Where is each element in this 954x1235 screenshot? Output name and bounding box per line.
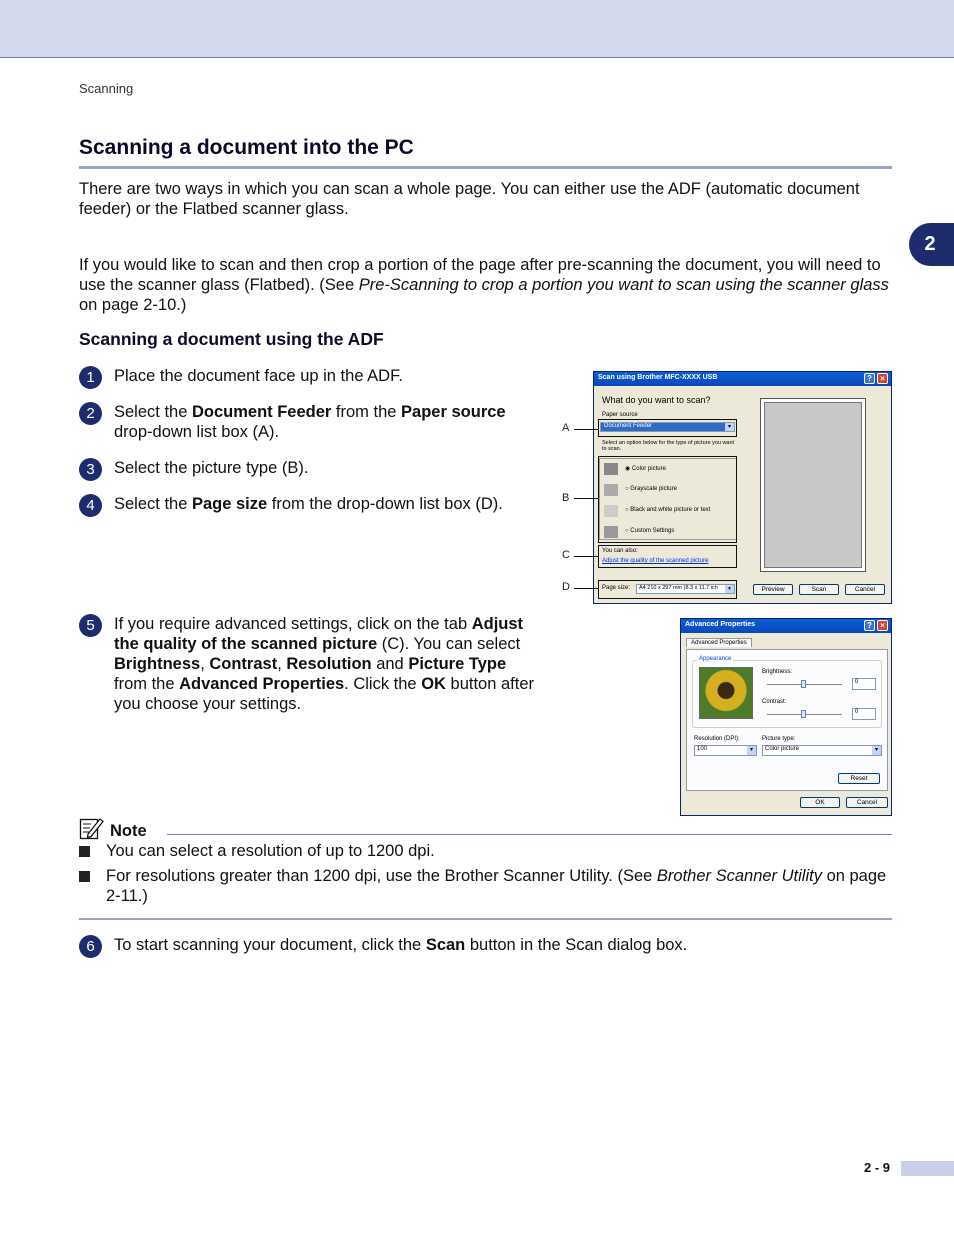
option-color[interactable]: ◉ Color picture <box>625 466 666 472</box>
brightness-slider[interactable] <box>767 684 842 685</box>
resolution-select[interactable]: 100 ▾ <box>694 745 757 756</box>
reset-button[interactable]: Reset <box>838 773 880 784</box>
step-3: 3 Select the picture type (B). <box>79 458 539 478</box>
scan-dialog: Scan using Brother MFC-XXXX USB ? × What do you want to scan? Paper source Document Feeder ▾ Select an option below for the type of picture you want to scan. ◉ Color picture ○ Grayscale picture ○ Black and white picture or text ○ Custom Settings You can also: Adjust the quality of the scanned picture Page size: A4 210 x 297 mm (8.3 x 11.7 ich ▾ Preview Scan Cancel <box>593 371 892 604</box>
step-1: 1 Place the document face up in the ADF. <box>79 366 539 386</box>
contrast-slider[interactable] <box>767 714 842 715</box>
callout-d: D <box>562 581 570 593</box>
contrast-input[interactable]: 0 <box>852 708 876 720</box>
note-item-1: You can select a resolution of up to 1200 dpi. <box>79 841 891 861</box>
footer-bar <box>901 1161 954 1176</box>
close-icon[interactable]: × <box>877 373 888 384</box>
cancel-button[interactable]: Cancel <box>845 584 885 595</box>
callout-frame-b <box>598 456 737 543</box>
header-band <box>0 0 954 58</box>
chevron-down-icon: ▾ <box>872 746 881 755</box>
step-number: 2 <box>79 402 102 425</box>
note-item-2: For resolutions greater than 1200 dpi, use the Brother Scanner Utility. (See Brother Scanner Utility on page 2-11.) <box>79 866 892 906</box>
page-number: 2 - 9 <box>864 1160 891 1175</box>
page-title: Scanning a document into the PC <box>79 136 414 159</box>
leader-c <box>574 556 598 557</box>
slider-thumb <box>801 710 806 718</box>
callout-a: A <box>562 422 570 434</box>
note-pencil-icon <box>79 816 105 840</box>
close-icon[interactable]: × <box>877 620 888 631</box>
step-number: 5 <box>79 614 102 637</box>
callout-frame-c <box>598 545 737 568</box>
step-5: 5 If you require advanced settings, click on the tab Adjust the quality of the scanned picture (C). You can select Brightness, Contrast, Resolution and Picture Type from the Advanced Properties. Click the OK button after you choose your settings. <box>79 614 541 714</box>
option-custom[interactable]: ○ Custom Settings <box>625 528 675 534</box>
breadcrumb: Scanning <box>79 81 134 96</box>
step-6: 6 To start scanning your document, click the Scan button in the Scan dialog box. <box>79 935 779 955</box>
chapter-tab: 2 <box>909 223 954 266</box>
step-number: 6 <box>79 935 102 958</box>
crop-paragraph: If you would like to scan and then crop a portion of the page after pre-scanning the document, you will need to use the scanner glass (Flatbed). (See Pre-Scanning to crop a portion you want to scan using the scanner glass on page 2-10.) <box>79 256 889 314</box>
ok-button[interactable]: OK <box>800 797 840 808</box>
cancel-button[interactable]: Cancel <box>846 797 888 808</box>
help-icon[interactable]: ? <box>864 373 875 384</box>
step-number: 1 <box>79 366 102 389</box>
leader-a <box>574 429 598 430</box>
page-size-select[interactable]: A4 210 x 297 mm (8.3 x 11.7 ich ▾ <box>636 584 735 594</box>
section-heading: Scanning a document using the ADF <box>79 329 384 349</box>
note-end-rule <box>79 918 892 920</box>
step-4: 4 Select the Page size from the drop-down list box (D). <box>79 494 539 514</box>
option-grayscale[interactable]: ○ Grayscale picture <box>625 486 677 492</box>
chevron-down-icon: ▾ <box>725 423 734 431</box>
note-rule <box>167 834 892 835</box>
callout-c: C <box>562 549 570 561</box>
tab-panel: Appearance Brightness: 0 Contrast: 0 Resolution (DPI): 100 ▾ Picture type: Color picture ▾ Reset <box>686 649 888 791</box>
scan-dialog-titlebar: Scan using Brother MFC-XXXX USB ? × <box>594 372 891 386</box>
note-title: Note <box>110 822 147 840</box>
advanced-properties-dialog <box>680 618 892 816</box>
bullet-square-icon <box>79 846 90 857</box>
preview-button[interactable]: Preview <box>753 584 793 595</box>
preview-area <box>760 398 866 572</box>
tab-advanced-properties[interactable]: Advanced Properties <box>686 638 752 647</box>
paper-source-select[interactable]: Document Feeder ▾ <box>600 422 735 432</box>
intro-paragraph: There are two ways in which you can scan a whole page. You can either use the ADF (automatic document feeder) or the Flatbed scanner glass. <box>79 180 860 218</box>
callout-frame-d <box>598 580 737 599</box>
step-2: 2 Select the Document Feeder from the Paper source drop-down list box (A). <box>79 402 539 442</box>
title-rule <box>79 166 892 169</box>
step-number: 4 <box>79 494 102 517</box>
option-bw[interactable]: ○ Black and white picture or text <box>625 507 711 513</box>
leader-d <box>574 588 598 589</box>
callout-b: B <box>562 492 570 504</box>
bullet-square-icon <box>79 871 90 882</box>
adjust-quality-link[interactable]: Adjust the quality of the scanned picture <box>602 558 709 564</box>
step-number: 3 <box>79 458 102 481</box>
callout-frame-a <box>598 419 737 437</box>
brightness-input[interactable]: 0 <box>852 678 876 690</box>
preview-photo <box>699 667 753 719</box>
scan-button[interactable]: Scan <box>799 584 839 595</box>
help-icon[interactable]: ? <box>864 620 875 631</box>
scan-question: What do you want to scan? <box>602 395 711 405</box>
chevron-down-icon: ▾ <box>725 585 734 593</box>
picture-type-select[interactable]: Color picture ▾ <box>762 745 882 756</box>
adv-dialog-titlebar: Advanced Properties ? × <box>681 619 891 633</box>
leader-b <box>574 498 598 499</box>
slider-thumb <box>801 680 806 688</box>
chevron-down-icon: ▾ <box>747 746 756 755</box>
